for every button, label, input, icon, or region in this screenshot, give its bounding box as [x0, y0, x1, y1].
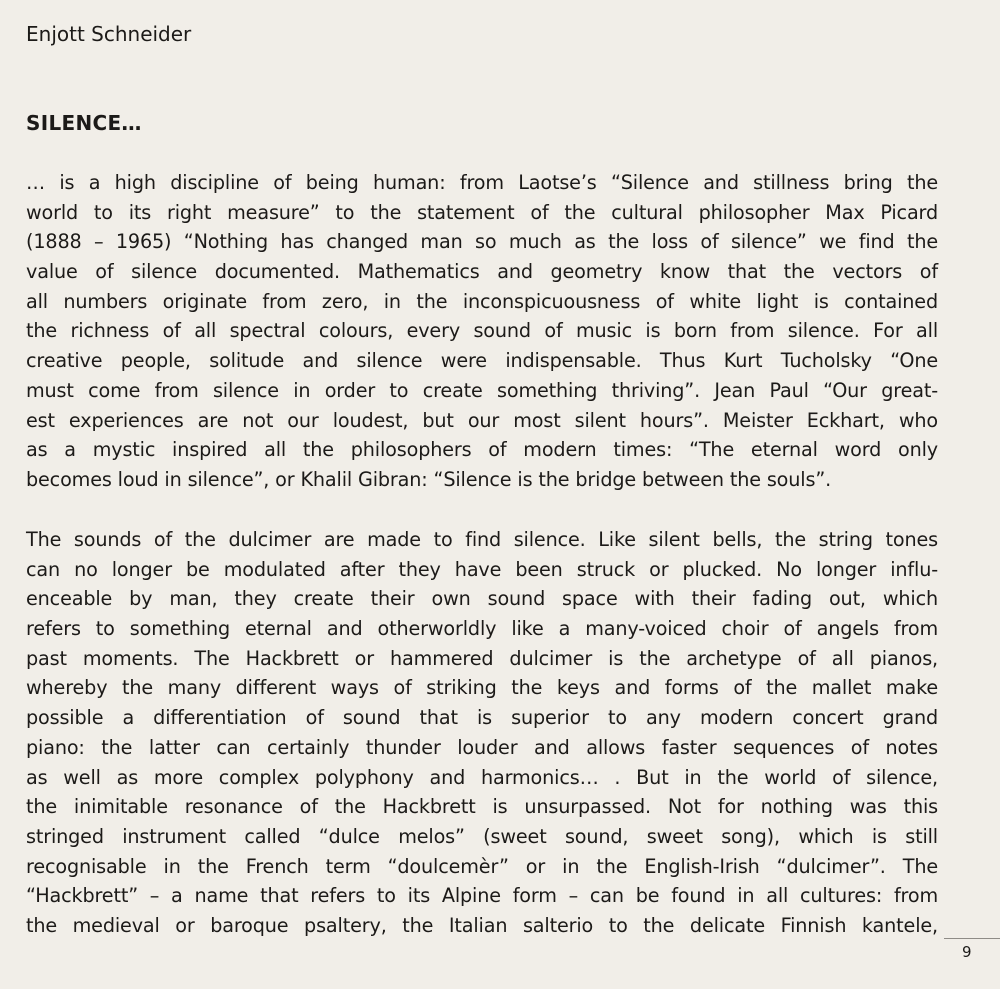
text-line: past moments. The Hackbrett or hammered dulcimer is the archetype of all pianos, — [26, 646, 938, 670]
text-line: must come from silence in order to create something thriving”. Jean Paul “Our great- — [26, 378, 938, 402]
text-line: becomes loud in silence”, or Khalil Gibran: “Silence is the bridge between the souls”. — [26, 467, 832, 491]
page-number-rule — [944, 938, 1000, 939]
text-line: est experiences are not our loudest, but our most silent hours”. Meister Eckhart, who — [26, 408, 938, 432]
text-line: “Hackbrett” – a name that refers to its Alpine form – can be found in all cultures: from — [26, 884, 938, 908]
paragraph-2 — [26, 525, 938, 941]
text-line: recognisable in the French term “doulcemèr” or in the English-Irish “dulcimer”. The — [26, 854, 938, 878]
section-heading: SILENCE… — [26, 111, 142, 135]
text-line: possible a differentiation of sound that is superior to any modern concert grand — [26, 706, 938, 730]
author-name: Enjott Schneider — [26, 22, 192, 46]
text-line: whereby the many different ways of striking the keys and forms of the mallet make — [26, 676, 938, 700]
page-number: 9 — [962, 943, 972, 961]
text-line: creative people, solitude and silence were indispensable. Thus Kurt Tucholsky “One — [26, 349, 938, 373]
text-line: The sounds of the dulcimer are made to find silence. Like silent bells, the string tones — [26, 528, 938, 551]
text-line: as a mystic inspired all the philosophers of modern times: “The eternal word only — [26, 438, 938, 462]
text-line: value of silence documented. Mathematics and geometry know that the vectors of — [26, 260, 938, 284]
text-line: the inimitable resonance of the Hackbrett is unsurpassed. Not for nothing was this — [26, 795, 938, 819]
text-line: world to its right measure” to the statement of the cultural philosopher Max Picard — [26, 200, 938, 224]
text-line: as well as more complex polyphony and harmonics… . But in the world of silence, — [26, 765, 938, 789]
text-line: can no longer be modulated after they have been struck or plucked. No longer influ- — [26, 557, 938, 581]
paragraph-1 — [26, 168, 938, 495]
text-line: all numbers originate from zero, in the inconspicuousness of white light is contained — [26, 289, 938, 313]
text-line: stringed instrument called “dulce melos” (sweet sound, sweet song), which is still — [26, 824, 938, 848]
text-line: (1888 – 1965) “Nothing has changed man so much as the loss of silence” we find the — [26, 230, 938, 254]
text-line: piano: the latter can certainly thunder louder and allows faster sequences of notes — [26, 735, 938, 759]
text-line: … is a high discipline of being human: from Laotse’s “Silence and stillness bring the — [26, 171, 938, 194]
text-line: refers to something eternal and otherworldly like a many-voiced choir of angels from — [26, 617, 938, 641]
text-line: the richness of all spectral colours, every sound of music is born from silence. For all — [26, 319, 938, 343]
text-line: the medieval or baroque psaltery, the Italian salterio to the delicate Finnish kantele, — [26, 913, 938, 937]
text-line: enceable by man, they create their own sound space with their fading out, which — [26, 587, 938, 611]
